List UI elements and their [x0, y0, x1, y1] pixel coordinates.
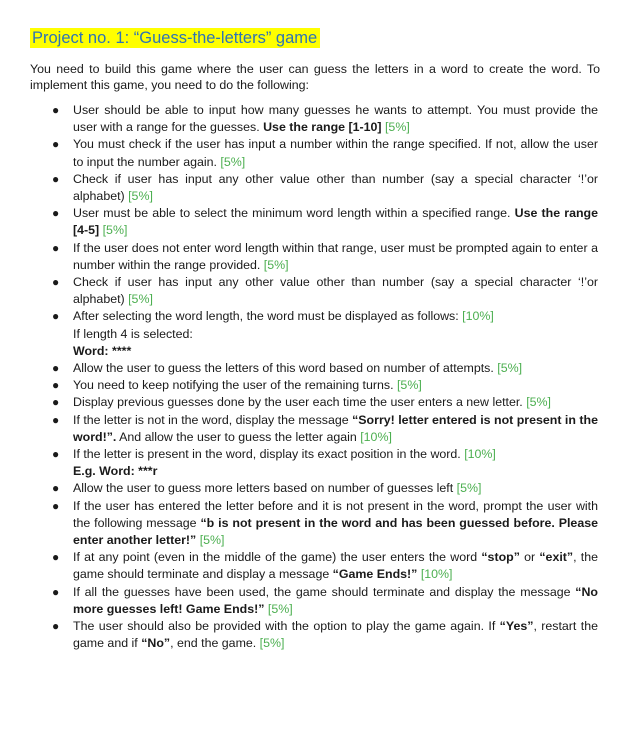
bullet-icon: ● [52, 378, 60, 393]
bullet-icon: ● [52, 171, 60, 186]
list-item: ● If the user does not enter word length within that range, user must be prompted again to enter a number within the range provided. [5%] [52, 240, 598, 272]
bullet-icon: ● [52, 137, 60, 152]
bullet-icon: ● [52, 498, 60, 513]
example-caption: If length 4 is selected: [73, 326, 193, 341]
bullet-icon: ● [52, 395, 60, 410]
example-word: E.g. Word: ***r [73, 464, 158, 479]
list-item: ● If the letter is present in the word, display its exact position in the word. [10%] E.g. Word: ***r [73, 446, 598, 480]
list-item: ● User should be able to input how many guesses he wants to attempt. You must provide the user with a range for the guesses. Use the range [1-10] [5%] [52, 103, 598, 135]
bullet-icon: ● [52, 447, 60, 462]
bullet-icon: ● [52, 481, 60, 496]
list-item: ● You must check if the user has input a number within the range specified. If not, allow the user to input the number again. [5%] [52, 137, 598, 169]
bullet-icon: ● [52, 619, 60, 634]
list-item: ● User must be able to select the minimum word length within a specified range. Use the range [4-5] [5%] [52, 206, 598, 238]
requirements-list [0, 102, 635, 653]
list-item: ● Check if user has input any other value other than number (say a special character ‘!’or alphabet) [5%] [52, 275, 598, 307]
list-item: ● If the user has entered the letter before and it is not present in the word, prompt the user with the following message “b is not present in the word and has been guessed before. Please enter another letter!” [5%] [52, 498, 598, 548]
bullet-icon: ● [52, 103, 60, 117]
list-item: ● The user should also be provided with the option to play the game again. If “Yes”, restart the game and if “No”, end the game. [5%] [52, 619, 598, 651]
list-item: ● If at any point (even in the middle of the game) the user enters the word “stop” or “exit”, the game should terminate and display a message “Game Ends!” [10%] [52, 550, 598, 582]
bullet-icon: ● [52, 275, 60, 290]
bullet-icon: ● [52, 206, 60, 221]
bullet-icon: ● [52, 309, 60, 324]
bullet-icon: ● [52, 584, 60, 599]
list-item: ● You need to keep notifying the user of the remaining turns. [5%] [73, 377, 598, 394]
list-item: ● Allow the user to guess more letters based on number of guesses left [5%] [73, 480, 598, 497]
project-title: Project no. 1: “Guess-the-letters” game [30, 28, 320, 48]
intro-paragraph: You need to build this game where the user can guess the letters in a word to create the word. To implement this game, you need to do the following: [30, 62, 600, 92]
bullet-icon: ● [52, 412, 60, 427]
list-item: ● After selecting the word length, the word must be displayed as follows: [10%] If length 4 is selected: Word: **** [73, 308, 598, 360]
bullet-icon: ● [52, 361, 60, 376]
list-item: ● Check if user has input any other value other than number (say a special character ‘!’or alphabet) [5%] [52, 171, 598, 204]
list-item: ● If the letter is not in the word, display the message “Sorry! letter entered is not present in the word!”. And allow the user to guess the letter again [10%] [52, 412, 598, 444]
list-item: ● Allow the user to guess the letters of this word based on number of attempts. [5%] [73, 360, 598, 377]
example-word: Word: **** [73, 343, 132, 358]
bullet-icon: ● [52, 550, 60, 565]
list-item: ● Display previous guesses done by the user each time the user enters a new letter. [5%] [73, 394, 598, 411]
list-item: ● If all the guesses have been used, the game should terminate and display the message “No more guesses left! Game Ends!” [5%] [52, 584, 598, 616]
bullet-icon: ● [52, 240, 60, 255]
